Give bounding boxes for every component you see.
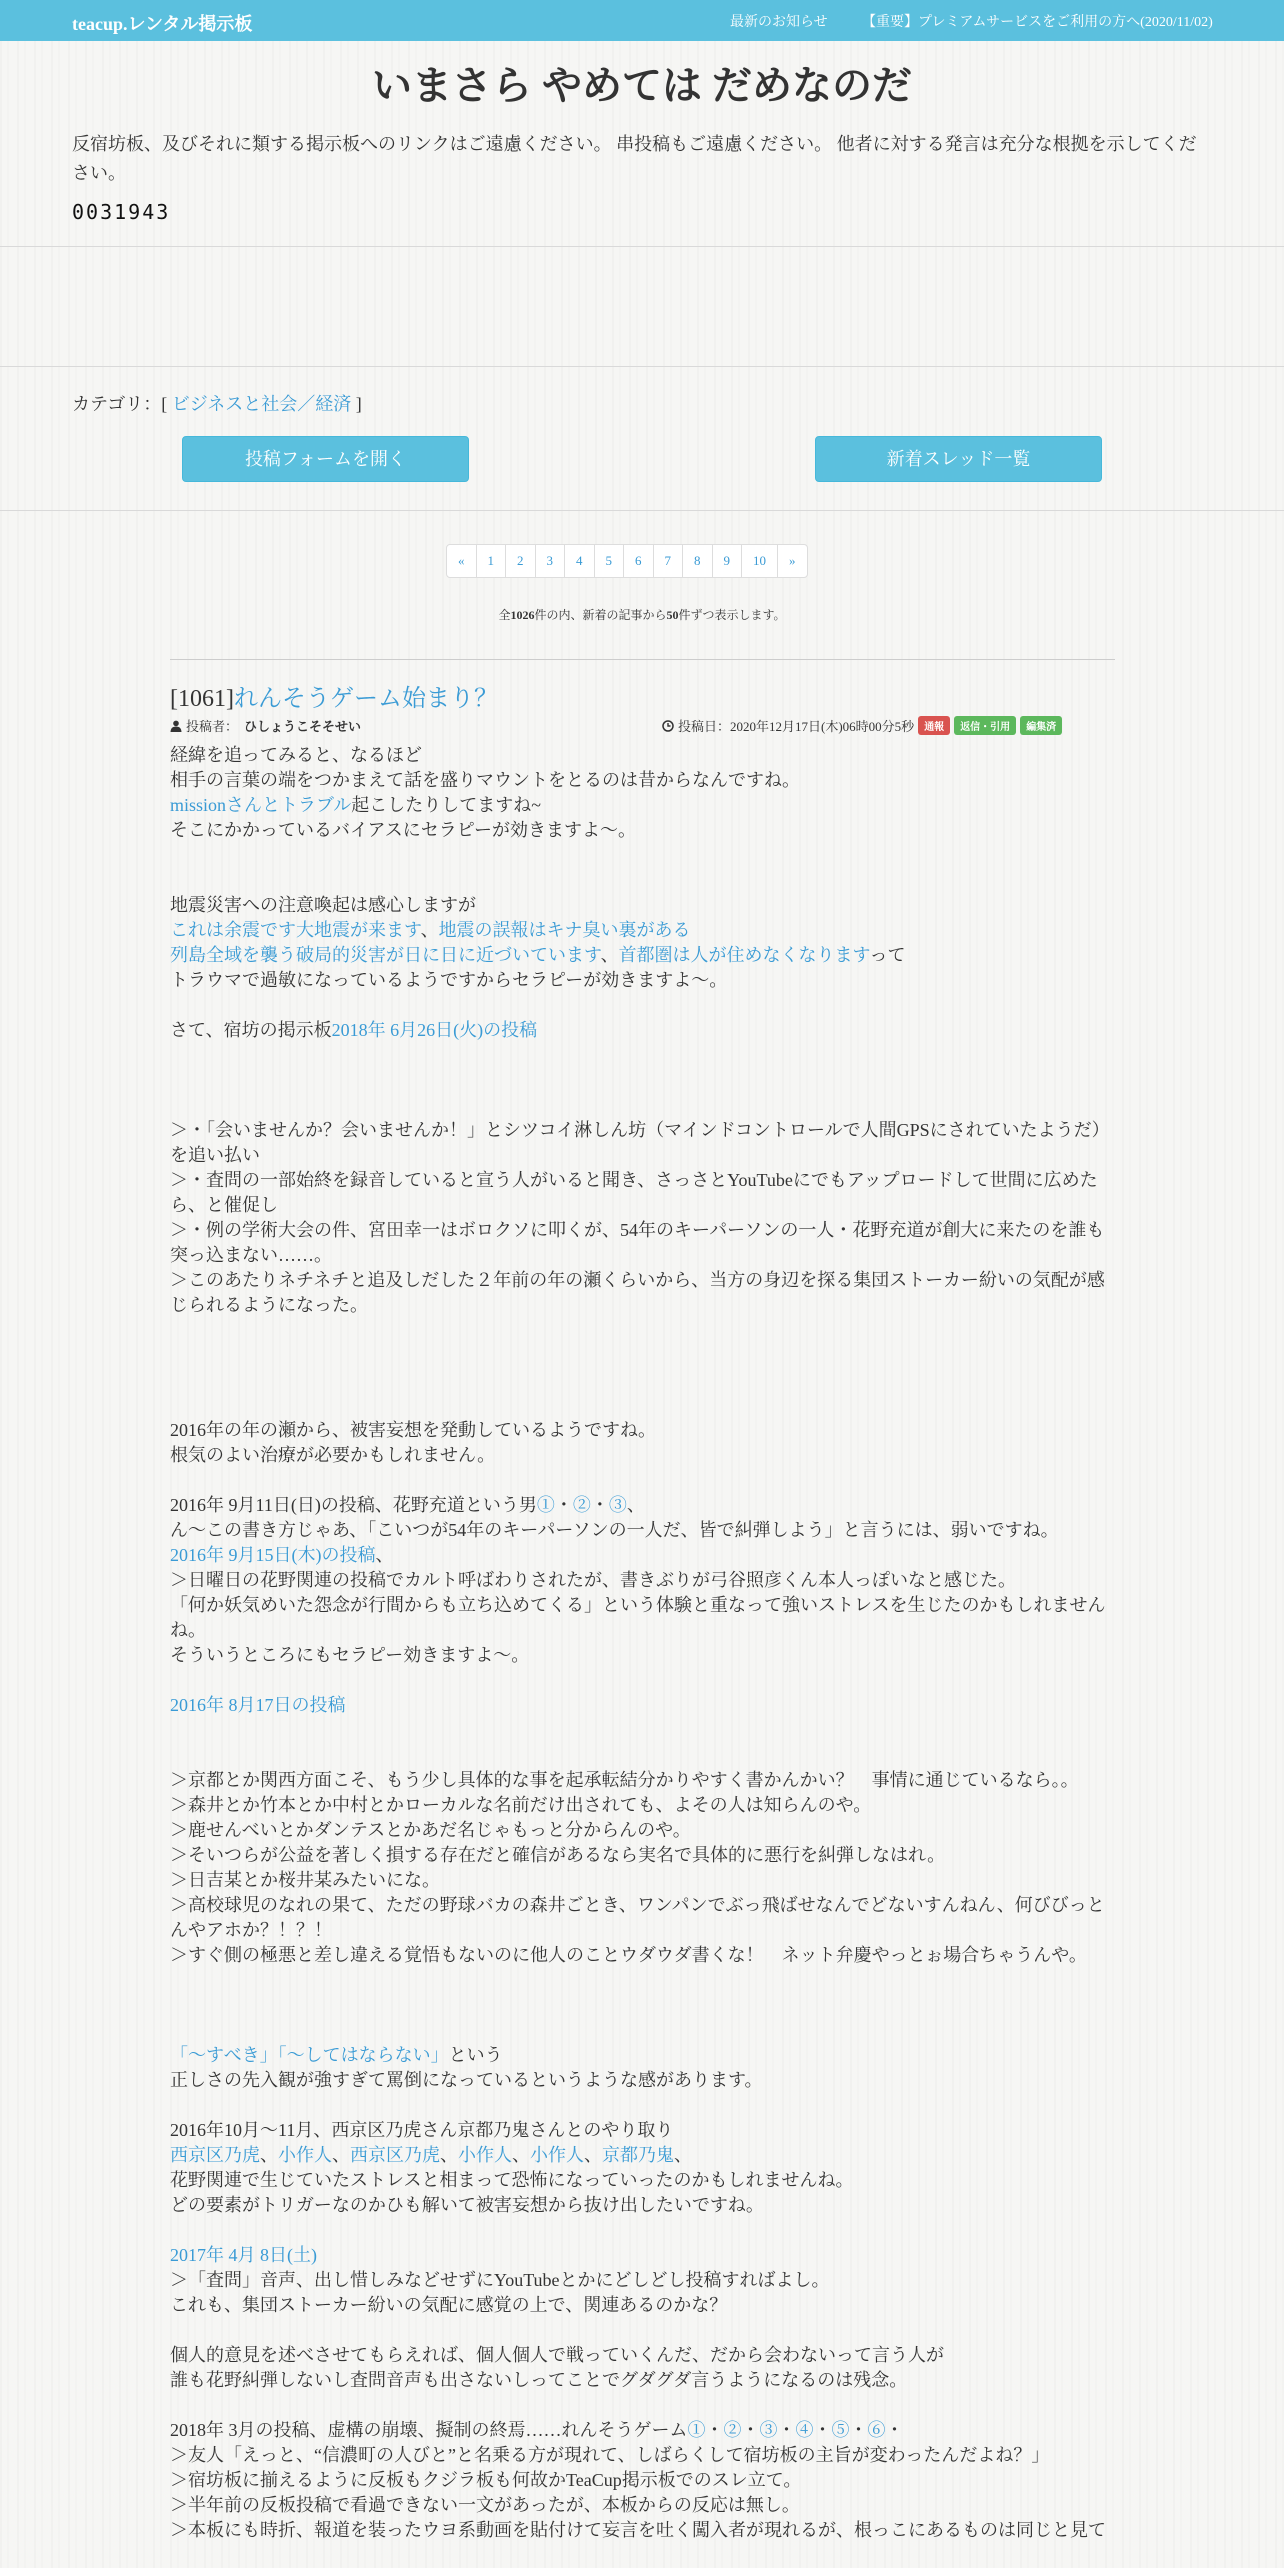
post-line [170, 2193, 1115, 2218]
post-text: 、 [512, 2145, 530, 2165]
post-body [170, 743, 1115, 2543]
post-line [170, 1543, 1115, 1568]
post-text: ＞本板にも時折、報道を装ったウヨ系動画を貼付けて妄言を吐く闖入者が現れるが、根っこにあるものは同じと見て [170, 2520, 1106, 2540]
date-label: 投稿日： [678, 719, 731, 734]
post-line [170, 1018, 1115, 1043]
post-text: って [869, 945, 906, 965]
post-link[interactable]: 2017年 4月 8日(土) [170, 2245, 317, 2265]
post-line [170, 2343, 1115, 2368]
post-count-summary [0, 606, 1284, 623]
post-line [170, 2318, 1115, 2343]
post-line [170, 1493, 1115, 1518]
post-text: 花野関連で生じていたストレスと相まって恐怖になっていったのかもしれませんね。 [170, 2170, 854, 2190]
post-text: ＞すぐ側の極悪と差し違える覚悟もないのに他人のことウダウダ書くな！ ネット弁慶やっとぉ場合ちゃうんや。 [170, 1945, 1087, 1965]
post-text: 2016年 9月11日(日)の投稿、花野充道という男 [170, 1495, 537, 1515]
pagination [446, 544, 808, 578]
post-line [170, 1793, 1115, 1818]
post-line [170, 2443, 1115, 2468]
site-description: 反宿坊板、及びそれに類する掲示板へのリンクはご遠慮ください。 串投稿もご遠慮ください。 他者に対する発言は充分な根拠を示してください。 [72, 134, 1197, 183]
post-link[interactable]: missionさんとトラブル [170, 795, 352, 815]
post-link[interactable]: ② [572, 1495, 591, 1515]
open-post-form-button[interactable]: 投稿フォームを開く [182, 436, 469, 482]
post-line [170, 2368, 1115, 2393]
post-text: 起こしたりしてますね~ [351, 795, 542, 815]
post-line [170, 2393, 1115, 2418]
post-line [170, 968, 1115, 993]
post-badge[interactable]: 通報 [918, 716, 950, 735]
post-text: ＞友人「えっと、“信濃町の人びと”と名乗る方が現れて、しばらくして宿坊板の主旨が変わったんだよね？」 [170, 2445, 1050, 2465]
pager-page-link[interactable]: 3 [535, 545, 565, 577]
post-text: 、 [600, 945, 619, 965]
post-text: 正しさの先入観が強すぎて罵倒になっているというような感があります。 [170, 2070, 763, 2090]
access-counter: 0031943 [72, 200, 171, 224]
post-text: どの要素がトリガーなのかひも解いて被害妄想から抜け出したいですね。 [170, 2195, 764, 2215]
post-line [170, 2093, 1115, 2118]
post-title [170, 678, 498, 713]
post-text: ・ [554, 1495, 573, 1515]
post-link[interactable]: 列島全域を襲う破局的災害が日に日に近づいています [170, 945, 601, 965]
clock-icon [662, 720, 674, 732]
post-link[interactable]: ① [536, 1495, 555, 1515]
post-line [170, 793, 1115, 818]
post-text: 、 [260, 2145, 278, 2165]
post-text: 根気のよい治療が必要かもしれません。 [170, 1445, 496, 1465]
post-text: ＞日吉某とか桜井某みたいにな。 [170, 1870, 440, 1890]
post-line [170, 1743, 1115, 1768]
post-line [170, 1093, 1115, 1118]
post-text: ＞鹿せんべいとかダンテスとかあだ名じゃもっと分からんのや。 [170, 1820, 691, 1840]
summary-per-page: 50 [666, 608, 679, 622]
post-line [170, 2168, 1115, 2193]
post-line [170, 1318, 1115, 1343]
post-line [170, 1268, 1115, 1318]
author-label: 投稿者： [186, 719, 239, 734]
post-text: ＞そいつらが公益を著しく損する存在だと確信があるなら実名で具体的に悪行を糾弾しなはれ。 [170, 1845, 946, 1865]
post-text: 、 [626, 1495, 645, 1515]
post-link[interactable]: 2016年 8月17日の投稿 [170, 1695, 346, 1715]
category-suffix: ] [351, 394, 362, 414]
post-line [170, 2293, 1115, 2318]
post-line [170, 2518, 1115, 2543]
post-text: トラウマで過敏になっているようですからセラピーが効きますよ～。 [170, 970, 728, 990]
post-text: ・ [590, 1495, 609, 1515]
post-line [170, 1518, 1115, 1543]
post-line [170, 2418, 1115, 2443]
post-link[interactable]: 地震の誤報はキナ臭い裏がある [438, 920, 691, 940]
post-line [170, 1568, 1115, 1593]
post-line [170, 2218, 1115, 2243]
post-link[interactable]: 京都乃鬼 [602, 2145, 674, 2165]
post-text: 相手の言葉の端をつかまえて話を盛りマウントをとるのは昔からなんですね。 [170, 770, 800, 790]
post-line [170, 2243, 1115, 2268]
post-link[interactable]: ③ [608, 1495, 627, 1515]
post-divider [170, 659, 1115, 660]
category-line [72, 390, 362, 416]
category-link[interactable]: ビジネスと社会／経済 [171, 394, 352, 414]
post-link[interactable]: 小作人 [278, 2145, 332, 2165]
post-text: 経緯を追ってみると、なるほど [170, 745, 422, 765]
post-link[interactable]: ⑥ [867, 2420, 886, 2440]
summary-text: 全 [498, 608, 511, 622]
post-text: ・ [813, 2420, 832, 2440]
post-badge[interactable]: 編集済 [1020, 716, 1062, 735]
post-line [170, 1893, 1115, 1943]
post-line [170, 1993, 1115, 2018]
post-line [170, 893, 1115, 918]
post-link[interactable]: 2018年 6月26日(火)の投稿 [331, 1020, 538, 1040]
divider [0, 246, 1284, 247]
post-title-link[interactable]: れんそうゲーム始まり？ [233, 686, 498, 712]
post-text: ・ [705, 2420, 724, 2440]
user-icon [170, 720, 182, 732]
post-line [170, 1868, 1115, 1893]
post-line [170, 2068, 1115, 2093]
post-date: 2020年12月17日(木)06時00分5秒 [730, 719, 915, 734]
pager-page-link[interactable]: 1 [476, 545, 506, 577]
post-date-line [662, 716, 1062, 735]
post-line [170, 1218, 1115, 1268]
post-text: これも、集団ストーカー紛いの気配に感覚の上で、関連あるのかな？ [170, 2295, 728, 2315]
post-text: ん～この書き方じゃあ、「こいつが54年のキーパーソンの一人だ、皆で糾弾しよう」と言うには、弱いですね。 [170, 1520, 1059, 1540]
brand-link[interactable]: teacup.レンタル掲示板 [72, 14, 253, 34]
category-prefix: カテゴリ：[ [72, 394, 172, 414]
post-line [170, 1368, 1115, 1393]
new-threads-button[interactable]: 新着スレッド一覧 [815, 436, 1102, 482]
post-line [170, 2118, 1115, 2143]
post-text: 誰も花野糾弾しないし査問音声も出さないしってことでグダグダ言うようになるのは残念。 [170, 2370, 908, 2390]
post-text: ＞半年前の反板投稿で看過できない一文があったが、本板からの反応は無し。 [170, 2495, 800, 2515]
divider [0, 510, 1284, 511]
post-line [170, 1343, 1115, 1368]
post-text: 2016年10月～11月、西京区乃虎さん京都乃鬼さんとのやり取り [170, 2120, 674, 2140]
post-text: 、 [584, 2145, 602, 2165]
post-line [170, 1668, 1115, 1693]
post-line [170, 1643, 1115, 1668]
top-navbar [0, 0, 1284, 41]
post-link[interactable]: 西京区乃虎 [170, 2145, 260, 2165]
post-line [170, 918, 1115, 943]
pager-page-link[interactable]: 9 [712, 545, 742, 577]
post-text: 、 [440, 2145, 458, 2165]
post-line [170, 2018, 1115, 2043]
post-line [170, 1943, 1115, 1968]
site-title: いまさら やめては だめなのだ [372, 63, 912, 108]
post-line [170, 1118, 1115, 1168]
post-text: 「何か妖気めいた怨念が行間からも立ち込めてくる」という体験と重なって強いストレスを生じたのかもしれませんね。 [170, 1595, 1106, 1640]
pager-page-link[interactable]: 5 [594, 545, 624, 577]
post-line [170, 1043, 1115, 1068]
post-line [170, 1768, 1115, 1793]
post-line [170, 1068, 1115, 1093]
post-text: ＞高校球児のなれの果て、ただの野球バカの森井ごとき、ワンパンでぶっ飛ばせなんでどないすんねん、何びびっとんやアホか？！？！ [170, 1895, 1105, 1940]
post-link[interactable]: ③ [759, 2420, 778, 2440]
post-link[interactable]: 小作人 [458, 2145, 512, 2165]
post-link[interactable]: 首都圏は人が住めなくなります [618, 945, 870, 965]
post-text: ・ [849, 2420, 868, 2440]
post-line [170, 2468, 1115, 2493]
summary-text: 件ずつ表示します。 [678, 608, 786, 622]
post-link[interactable]: 「～すべき」「～してはならない」 [170, 2045, 449, 2065]
post-link[interactable]: 小作人 [530, 2145, 584, 2165]
post-text: という [448, 2045, 503, 2065]
nav-important-notice-link[interactable]: 【重要】プレミアムサービスをご利用の方へ(2020/11/02) [862, 15, 1213, 30]
post-text: ＞・例の学術大会の件、宮田幸一はボロクソに叩くが、54年のキーパーソンの一人・花野充道が創大に来たのを誰も突っ込まない……。 [170, 1220, 1105, 1265]
post-line [170, 843, 1115, 868]
post-line [170, 1718, 1115, 1743]
post-line [170, 1593, 1115, 1643]
post-text: 個人的意見を述べさせてもらえれば、個人個人で戦っていくんだ、だから会わないって言う人が [170, 2345, 944, 2365]
post-text: ＞・査問の一部始終を録音していると宣う人がいると聞き、さっさとYouTubeにでもアップロードして世間に広めたら、と催促し [170, 1170, 1098, 1215]
post-text: 、 [420, 920, 439, 940]
post-line [170, 1468, 1115, 1493]
post-text: ・ [777, 2420, 796, 2440]
post-text: ・ [885, 2420, 904, 2440]
pager-page-link[interactable]: 8 [682, 545, 712, 577]
pager-page-link[interactable]: 7 [653, 545, 683, 577]
post-text: そういうところにもセラピー効きますよ～。 [170, 1645, 530, 1665]
post-link[interactable]: これは余震です大地震が来ます [170, 920, 421, 940]
post-author-line [170, 716, 361, 735]
post-line [170, 1168, 1115, 1218]
author-name: ひしょうこそそせい [244, 719, 362, 734]
post-number: [1061] [170, 686, 234, 712]
post-text: 、 [674, 2145, 692, 2165]
post-text: ＞日曜日の花野関連の投稿でカルト呼ばわりされたが、書きぶりが弓谷照彦くん本人っぽいなと感じた。 [170, 1570, 1016, 1590]
post-line [170, 1818, 1115, 1843]
post-line [170, 1693, 1115, 1718]
post-text: 、 [375, 1545, 394, 1565]
post-text: ＞森井とか竹本とか中村とかローカルな名前だけ出されても、よその人は知らんのや。 [170, 1795, 872, 1815]
post-line [170, 1968, 1115, 1993]
post-text: ＞宿坊板に揃えるように反板もクジラ板も何故かTeaCup掲示板でのスレ立て。 [170, 2470, 802, 2490]
pager-page-link[interactable]: 6 [623, 545, 653, 577]
post-line [170, 993, 1115, 1018]
post-line [170, 943, 1115, 968]
post-line [170, 743, 1115, 768]
post-text: 2018年 3月の投稿、虚構の崩壊、擬制の終焉……れんそうゲーム [170, 2420, 688, 2440]
post-line [170, 868, 1115, 893]
post-line [170, 2043, 1115, 2068]
post-line [170, 2268, 1115, 2293]
post-link[interactable]: 西京区乃虎 [350, 2145, 440, 2165]
post-line [170, 1418, 1115, 1443]
post-text: ＞京都とか関西方面こそ、もう少し具体的な事を起承転結分かりやすく書かんかい？ 事情に通じているなら。。 [170, 1770, 1079, 1790]
pager-next[interactable]: » [777, 545, 807, 577]
post-text: ＞・「会いませんか？会いませんか！」とシツコイ淋しん坊（マインドコントロールで人間GPSにされていたようだ）を追い払い [170, 1120, 1110, 1165]
post-link[interactable]: ① [687, 2420, 706, 2440]
post-line [170, 1393, 1115, 1418]
post-text: ＞「査問」音声、出し惜しみなどせずにYouTubeとかにどしどし投稿すればよし。 [170, 2270, 830, 2290]
pager-page-link[interactable]: 2 [505, 545, 535, 577]
post-line [170, 1843, 1115, 1868]
post-text: 、 [332, 2145, 350, 2165]
post-link[interactable]: ⑤ [831, 2420, 850, 2440]
post-line [170, 818, 1115, 843]
post-badge[interactable]: 返信・引用 [954, 716, 1016, 735]
post-text: 2016年の年の瀬から、被害妄想を発動しているようですね。 [170, 1420, 656, 1440]
pager-page-link[interactable]: 4 [564, 545, 594, 577]
post-text: ＞このあたりネチネチと追及しだした２年前の年の瀬くらいから、当方の身辺を探る集団ストーカー紛いの気配が感じられるようになった。 [170, 1270, 1105, 1315]
divider [0, 366, 1284, 367]
post-text: ・ [741, 2420, 760, 2440]
post-text: そこにかかっているバイアスにセラピーが効きますよ～。 [170, 820, 637, 840]
post-line [170, 768, 1115, 793]
summary-total: 1026 [510, 608, 535, 622]
post-line [170, 2493, 1115, 2518]
post-link[interactable]: ④ [795, 2420, 814, 2440]
post-line [170, 1443, 1115, 1468]
post-link[interactable]: 2016年 9月15日(木)の投稿 [170, 1545, 376, 1565]
post-text: 地震災害への注意喚起は感心しますが [170, 895, 476, 915]
post-link[interactable]: ② [723, 2420, 742, 2440]
pager-page-link[interactable]: 10 [741, 545, 777, 577]
post-text: さて、宿坊の掲示板 [170, 1020, 332, 1040]
pager-prev[interactable]: « [458, 553, 465, 568]
nav-latest-news-link[interactable]: 最新のお知らせ [730, 15, 828, 30]
post-line [170, 2143, 1115, 2168]
summary-text: 件の内、新着の記事から [534, 608, 667, 622]
